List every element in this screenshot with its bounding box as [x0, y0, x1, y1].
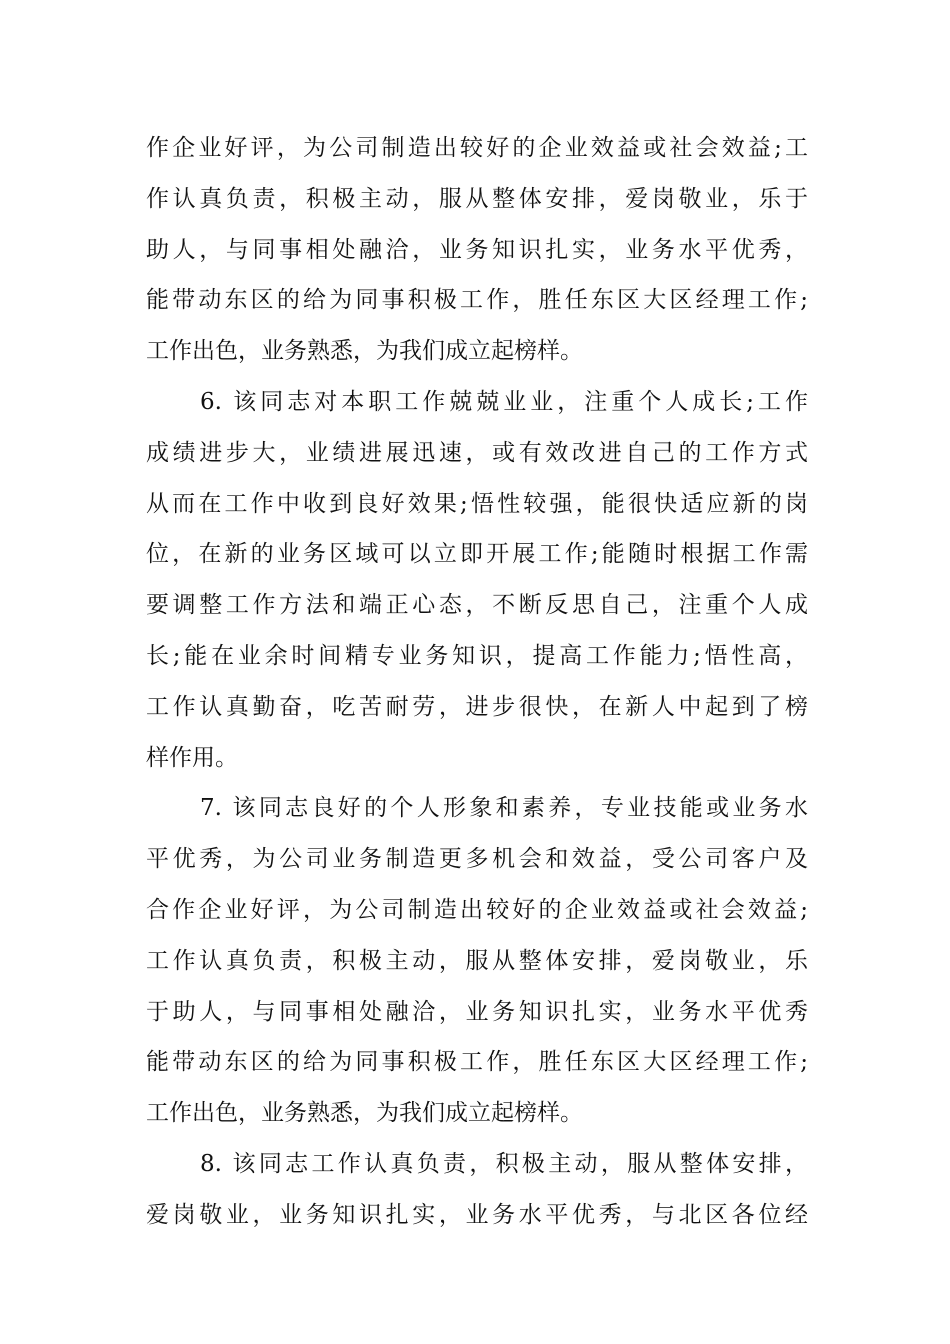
text-line: 合作企业好评，为公司制造出较好的企业效益或社会效益; — [146, 896, 808, 923]
text-line: 要调整工作方法和端正心态，不断反思自己，注重个人成 — [146, 592, 808, 619]
text-line: 样作用。 — [146, 744, 238, 771]
text-line: 于助人，与同事相处融洽，业务知识扎实，业务水平优秀 — [146, 998, 808, 1025]
paragraph-7-first-line: 7. 该同志良好的个人形象和素养，专业技能或业务水 — [200, 795, 808, 822]
text-line: 成绩进步大，业绩进展迅速，或有效改进自己的工作方式 — [146, 439, 808, 466]
paragraph-6-first-line: 6. 该同志对本职工作兢兢业业，注重个人成长;工作 — [200, 388, 808, 415]
text-line: 作认真负责，积极主动，服从整体安排，爱岗敬业，乐于 — [146, 185, 808, 212]
body-text — [146, 123, 808, 1241]
text-line: 工作认真负责，积极主动，服从整体安排，爱岗敬业，乐 — [146, 947, 808, 974]
text-line: 长;能在业余时间精专业务知识，提高工作能力;悟性高， — [146, 642, 808, 669]
text-line: 作企业好评，为公司制造出较好的企业效益或社会效益;工 — [146, 135, 808, 161]
text-line: 位，在新的业务区域可以立即开展工作;能随时根据工作需 — [146, 541, 808, 568]
text-line: 工作认真勤奋，吃苦耐劳，进步很快，在新人中起到了榜 — [146, 693, 808, 720]
text-line: 助人，与同事相处融洽，业务知识扎实，业务水平优秀， — [146, 236, 808, 263]
text-line: 能带动东区的给为同事积极工作，胜任东区大区经理工作; — [146, 287, 808, 314]
text-line: 能带动东区的给为同事积极工作，胜任东区大区经理工作; — [146, 1049, 808, 1076]
paragraph-8-first-line: 8. 该同志工作认真负责，积极主动，服从整体安排， — [200, 1150, 808, 1177]
text-line: 工作出色，业务熟悉，为我们成立起榜样。 — [146, 1100, 583, 1127]
text-line: 从而在工作中收到良好效果;悟性较强，能很快适应新的岗 — [146, 490, 808, 517]
text-line: 工作出色，业务熟悉，为我们成立起榜样。 — [146, 338, 583, 365]
text-line: 爱岗敬业，业务知识扎实，业务水平优秀，与北区各位经 — [146, 1201, 808, 1228]
text-line: 平优秀，为公司业务制造更多机会和效益，受公司客户及 — [146, 846, 808, 873]
